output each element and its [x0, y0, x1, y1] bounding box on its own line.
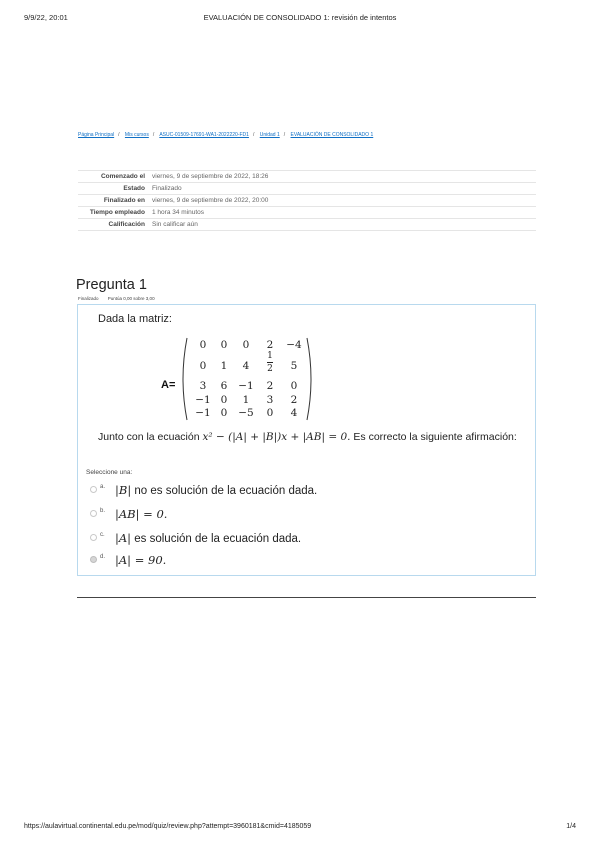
- right-paren: [307, 338, 311, 420]
- select-one-label: Seleccione una:: [86, 469, 133, 476]
- matrix-cell: 1: [242, 394, 250, 406]
- matrix-cell: 0: [220, 394, 228, 406]
- footer-url: https://aulavirtual.continental.edu.pe/mod/quiz/review.php?attempt=3960181&cmid=4185059: [24, 823, 312, 830]
- matrix-label: A=: [161, 379, 176, 391]
- breadcrumb-course-link[interactable]: ASUC-01509-17691-WA1-2022220-FD1: [159, 132, 249, 138]
- matrix-cell: 0: [199, 360, 207, 372]
- content-divider: [77, 597, 536, 598]
- matrix-cell: 5: [290, 360, 298, 372]
- radio-button[interactable]: [90, 534, 97, 541]
- option-label: no es solución de la ecuación dada.: [131, 485, 318, 497]
- summary-value: Sin calificar aún: [149, 219, 536, 231]
- print-footer: [24, 823, 576, 830]
- attempt-summary-table: [78, 170, 536, 231]
- option-math: |B|: [115, 483, 132, 497]
- summary-label: Estado: [78, 183, 149, 195]
- question-info: [78, 296, 155, 301]
- radio-button[interactable]: [90, 486, 97, 493]
- option-letter: b.: [100, 508, 106, 514]
- question-intro: Dada la matriz:: [98, 313, 172, 325]
- option-math: |A| = 90.: [115, 553, 167, 567]
- matrix-cell: 0: [220, 339, 228, 351]
- matrix-cell: 4: [242, 360, 250, 372]
- matrix-cell: −1: [238, 380, 254, 392]
- summary-label: Finalizado en: [78, 195, 149, 207]
- matrix-cell: 4: [290, 407, 298, 419]
- option-text[interactable]: [115, 531, 301, 545]
- breadcrumb-my-courses-link[interactable]: Mis cursos: [124, 132, 149, 138]
- summary-label: Tiempo empleado: [78, 207, 149, 219]
- matrix-cell: 2: [266, 339, 274, 351]
- option-math: |AB| = 0.: [115, 507, 168, 521]
- equation-math: x² − (|A| + |B|)x + |AB| = 0.: [202, 431, 351, 443]
- page-number: 1/4: [566, 823, 576, 830]
- matrix-cell: −1: [195, 394, 211, 406]
- radio-button[interactable]: [90, 510, 97, 517]
- fraction-denominator: 2: [267, 364, 273, 374]
- matrix-cell: 0: [290, 380, 298, 392]
- equation-statement: [98, 431, 517, 443]
- question-status: Finalizado: [78, 296, 99, 301]
- matrix-cell: 0: [266, 407, 274, 419]
- matrix-cell: 0: [199, 339, 207, 351]
- matrix-cell: 3: [266, 394, 274, 406]
- equation-suffix: Es correcto la siguiente afirmación:: [353, 431, 517, 443]
- print-title: EVALUACIÓN DE CONSOLIDADO 1: revisión de intentos: [203, 13, 397, 22]
- summary-row-state: [78, 183, 536, 195]
- breadcrumb-home-link[interactable]: Página Principal: [78, 132, 115, 138]
- summary-row-finished: [78, 195, 536, 207]
- print-header: [24, 13, 576, 25]
- summary-label: Calificación: [78, 219, 149, 231]
- breadcrumb-quiz-link[interactable]: EVALUACIÓN DE CONSOLIDADO 1: [290, 132, 374, 138]
- radio-button-selected[interactable]: [90, 556, 97, 563]
- summary-label: Comenzado el: [78, 171, 149, 183]
- fraction-numerator: 1: [267, 351, 273, 361]
- matrix-cell: 0: [220, 407, 228, 419]
- matrix-cell: 1: [220, 360, 228, 372]
- equation-prefix: Junto con la ecuación: [98, 431, 200, 443]
- summary-value: Finalizado: [149, 183, 536, 195]
- matrix-cell: −1: [195, 407, 211, 419]
- matrix-cell: 6: [220, 380, 228, 392]
- matrix-cell: 3: [199, 380, 207, 392]
- option-text[interactable]: [115, 483, 317, 497]
- summary-row-started: [78, 171, 536, 183]
- summary-value: 1 hora 34 minutos: [149, 207, 536, 219]
- matrix-cell: 2: [290, 394, 298, 406]
- left-paren: [183, 338, 187, 420]
- option-letter: c.: [100, 532, 105, 538]
- matrix-cell: −4: [286, 339, 302, 351]
- option-math: |A|: [115, 531, 132, 545]
- breadcrumb-unit-link[interactable]: Unidad 1: [259, 132, 280, 138]
- print-date: 9/9/22, 20:01: [24, 13, 68, 22]
- summary-value: viernes, 9 de septiembre de 2022, 20:00: [149, 195, 536, 207]
- summary-value: viernes, 9 de septiembre de 2022, 18:26: [149, 171, 536, 183]
- option-label: es solución de la ecuación dada.: [131, 533, 302, 545]
- fraction-bar: [267, 362, 273, 363]
- matrix-cell: 2: [266, 380, 274, 392]
- summary-row-time: [78, 207, 536, 219]
- question-title: Pregunta 1: [76, 277, 147, 293]
- option-text[interactable]: [115, 507, 167, 521]
- option-text[interactable]: [115, 553, 166, 567]
- matrix-a: [179, 337, 315, 421]
- question-points: Puntúa 0,00 sobre 3,00: [107, 296, 155, 301]
- matrix-cell: 0: [242, 339, 250, 351]
- matrix-cell: −5: [238, 407, 254, 419]
- question-content-box: [77, 304, 536, 576]
- option-letter: d.: [100, 554, 106, 560]
- option-letter: a.: [100, 484, 106, 490]
- summary-row-grade: [78, 219, 536, 231]
- breadcrumb: Página Principal / Mis cursos / ASUC-01509-17691-WA1-2022220-FD1 / Unidad 1 / EVALUACIÓN DE CONSOLIDADO 1: [78, 132, 374, 138]
